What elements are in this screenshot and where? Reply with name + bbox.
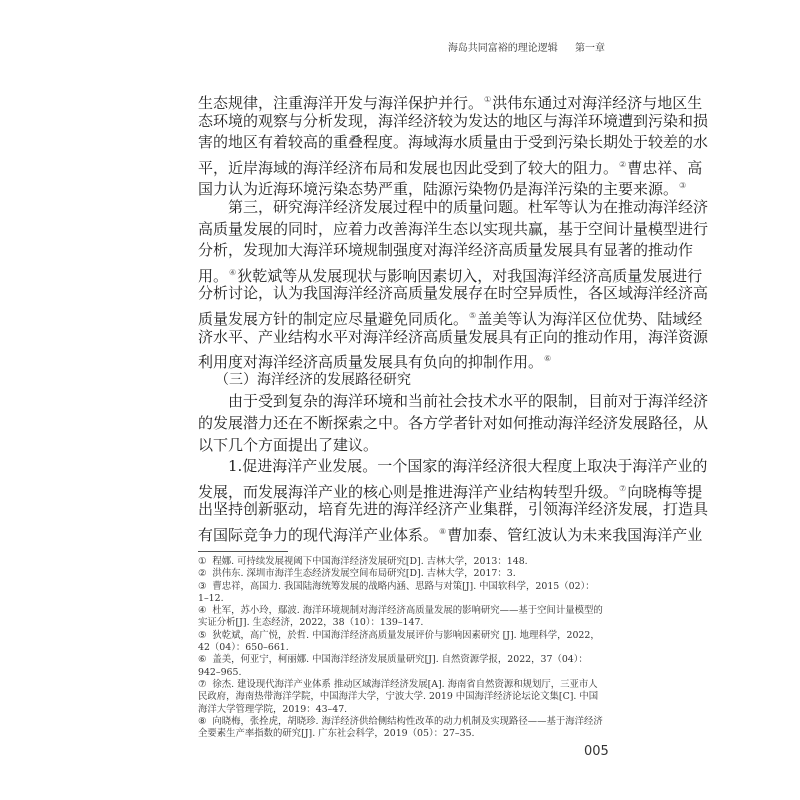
footnote [198, 605, 605, 630]
text-line: 分析，发现加大海洋环境规制强度对海洋经济高质量发展具有显著的推动作 [198, 241, 694, 260]
footnote-ref: ① [484, 95, 492, 104]
text-line: 质量发展方针的制定应尽量避免同质化。⑤盖美等认为海洋区位优势、陆域经 [198, 309, 703, 328]
footnote-number: ③ [198, 580, 207, 592]
footnote-ref: ⑦ [619, 483, 627, 493]
footnote [198, 581, 605, 606]
text-line: 以下几个方面提出了建议。 [198, 435, 379, 454]
text-line: 分析讨论，认为我国海洋经济高质量发展存在时空异质性，各区域海洋经济高 [198, 284, 709, 303]
text-line: 济水平、产业结构水平对海洋经济高质量发展具有正向的推动作用，海洋资源 [198, 327, 709, 346]
footnote-number: ② [198, 568, 207, 580]
footnote-divider [198, 551, 288, 552]
chapter-label: 第一章 [575, 43, 605, 54]
footnote [198, 654, 605, 679]
text-line: 有国际竞争力的现代海洋产业体系。⑧曹加泰、管红波认为未来我国海洋产业 [198, 525, 703, 544]
text-line: 1.促进海洋产业发展。一个国家的海洋经济很大程度上取决于海洋产业的 [228, 457, 708, 476]
footnote [198, 679, 605, 716]
text-line: 利用度对海洋经济高质量发展具有负向的抑制作用。⑥ [198, 353, 552, 372]
paragraph [198, 456, 709, 544]
page-number: 005 [584, 744, 609, 759]
body-text [198, 89, 709, 544]
footnote [198, 556, 605, 568]
footnote-text: 狄乾斌，高广悦，於哲. 中国海洋经济高质量发展评价与影响因素研究 [J]. 地理科学，2022，42（04）：650–661. [198, 629, 600, 654]
paragraph [198, 391, 709, 456]
footnote [198, 716, 605, 741]
text-line: 发展，而发展海洋产业的核心则是推进海洋产业结构转型升级。⑦向晓梅等提 [198, 482, 703, 501]
text-line: 高质量发展的同时，应着力改善海洋生态以实现共赢，基于空间计量模型进行 [198, 219, 709, 238]
footnote-text: 曹忠祥，高国力. 我国陆海统筹发展的战略内涵、思路与对策[J]. 中国软科学，2015（02）：1–12. [198, 580, 595, 604]
footnote-text: 杜军，苏小玲，鄢波. 海洋环境规制对海洋经济高质量发展的影响研究——基于空间计量模型的实证分析[J]. 生态经济，2022，38（10）：139–147. [198, 605, 603, 629]
footnote-text: 程娜. 可持续发展视阈下中国海洋经济发展研究[D]. 吉林大学，2013：148. [212, 556, 528, 567]
book-title: 海岛共同富裕的理论逻辑 [447, 43, 558, 54]
text-line: 第三，研究海洋经济发展过程中的质量问题。杜军等认为在推动海洋经济 [228, 197, 709, 216]
text-line: 由于受到复杂的海洋环境和当前社会技术水平的限制，目前对于海洋经济 [228, 392, 709, 411]
paragraph [198, 89, 709, 199]
text-line: 的发展潜力还在不断探索之中。各方学者针对如何推动海洋经济发展路径，从 [198, 413, 709, 432]
footnote-number: ⑦ [198, 678, 207, 690]
running-header [448, 39, 605, 54]
text-line: 害的地区有着较高的重叠程度。海域海水质量由于受到污染长期处于较差的水 [198, 133, 709, 152]
text-line: 平，近岸海域的海洋经济布局和发展也因此受到了较大的阻力。②曹忠祥、高 [198, 158, 703, 177]
text-line: 出坚持创新驱动，培育先进的海洋经济产业集群，引领海洋经济发展，打造具 [198, 500, 709, 519]
footnote-text: 向晓梅，张拴虎，胡晓珍. 海洋经济供给侧结构性改革的动力机制及实现路径——基于海洋经济全要素生产率指数的研究[J]. 广东社会科学，2019（05）：27–35. [198, 715, 603, 740]
footnote-text: 盖美，何亚宁，柯丽娜. 中国海洋经济发展质量研究[J]. 自然资源学报，2022，37（04）：942–965. [198, 654, 588, 678]
footnote-number: ⑤ [198, 629, 207, 641]
footnote-ref: ② [619, 159, 627, 169]
footnote [198, 630, 605, 655]
footnote-ref: ③ [679, 181, 687, 191]
footnote-text: 徐杰. 建设现代海洋产业体系 推动区域海洋经济发展[A]. 海南省自然资源和规划厅，三亚市人民政府，海南热带海洋学院，中国海洋大学，宁波大学. 2019 中国海洋经济论坛论文集[C]. 中国海洋大学管理学院，2019：43–47. [198, 678, 599, 715]
footnote-ref: ④ [229, 267, 237, 277]
text-line: 态环境的观察与分析发现，海洋经济较为发达的地区与海洋环境遭到污染和损 [198, 111, 709, 130]
section-heading: （三）海洋经济的发展路径研究 [215, 371, 411, 388]
footnote-number: ⑥ [198, 654, 207, 666]
footnote-text: 洪伟东. 深圳市海洋生态经济发展空间布局研究[D]. 吉林大学，2017：3. [212, 568, 516, 580]
footnote-number: ① [198, 556, 207, 567]
text-line: 用。④狄乾斌等从发展现状与影响因素切入，对我国海洋经济高质量发展进行 [198, 266, 703, 285]
footnotes [198, 556, 605, 740]
footnote-ref: ⑤ [469, 310, 477, 320]
footnote-ref: ⑧ [439, 526, 447, 536]
text-line: 生态规律，注重海洋开发与海洋保护并行。①洪伟东通过对海洋经济与地区生 [198, 94, 703, 112]
footnote-ref: ⑥ [544, 354, 552, 364]
paragraph [198, 197, 709, 372]
text-line: 国力认为近海环境污染态势严重，陆源污染物仍是海洋污染的主要来源。③ [198, 180, 687, 199]
footnote [198, 568, 605, 580]
footnote-number: ⑧ [198, 715, 207, 727]
footnote-number: ④ [198, 605, 207, 617]
